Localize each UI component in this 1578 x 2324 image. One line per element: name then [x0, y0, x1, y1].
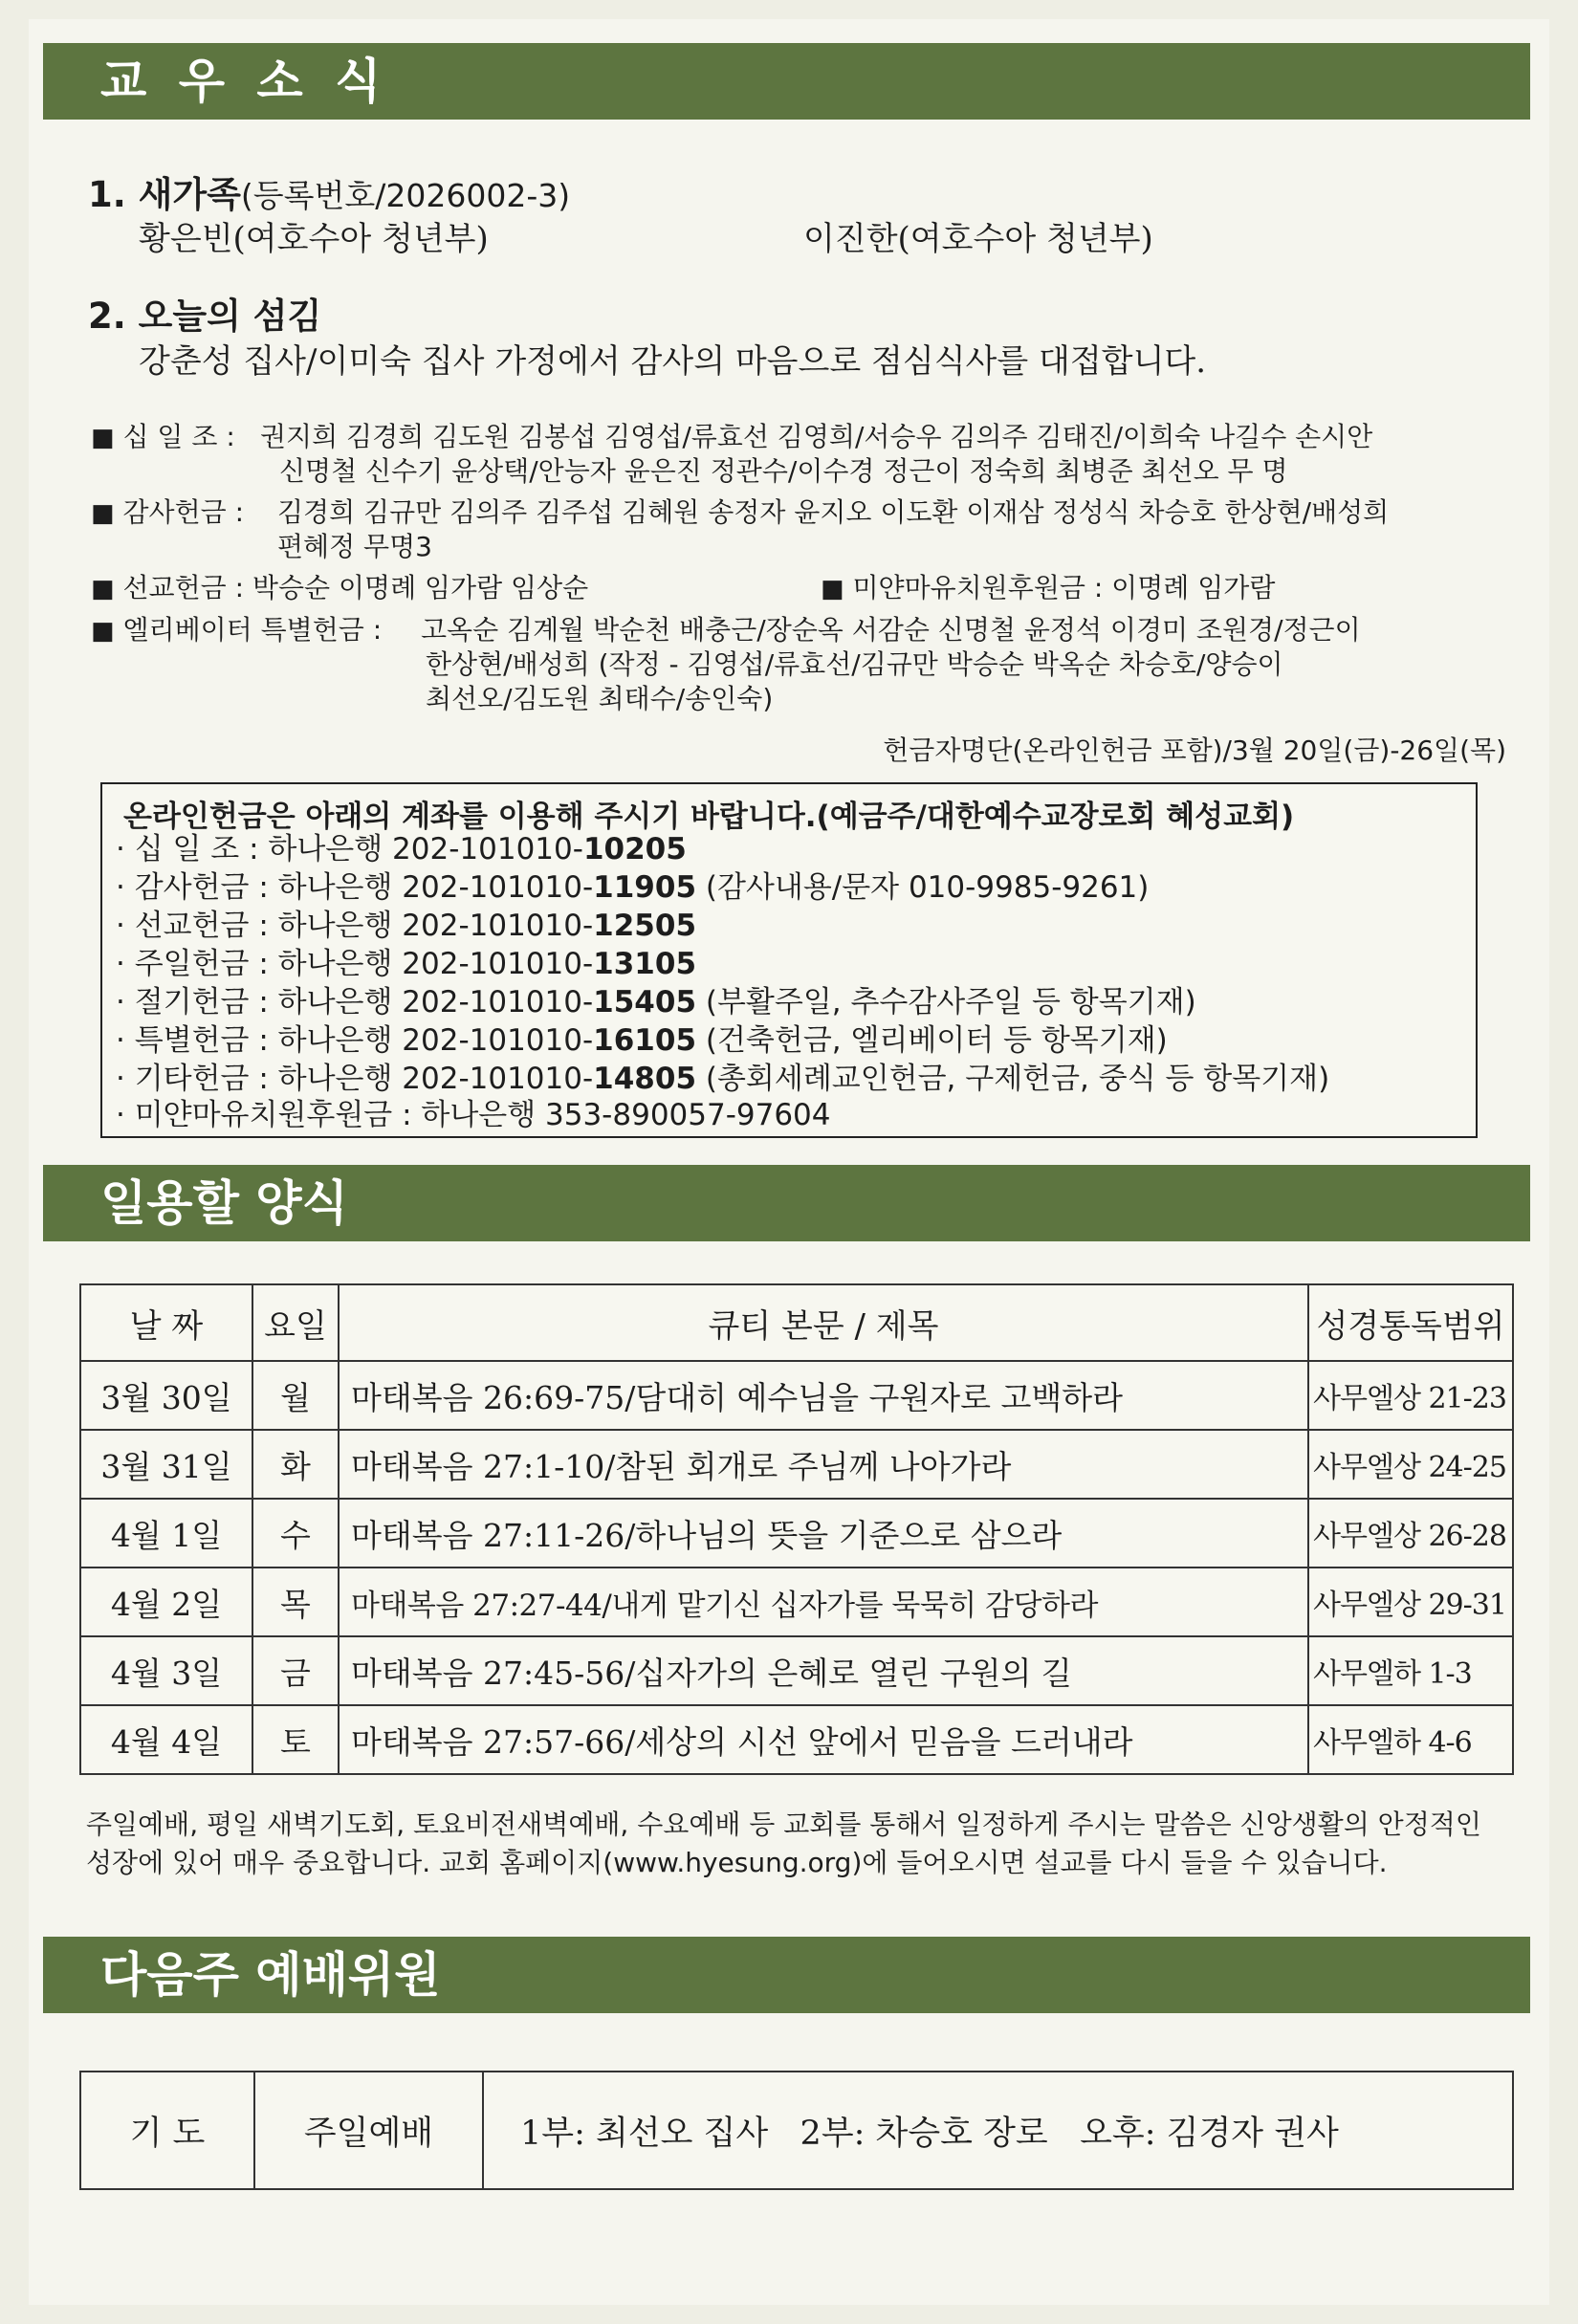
account-row: · 미얀마유치원후원금 : 하나은행 353-890057-97604 [116, 1098, 831, 1132]
thanks-row [91, 494, 244, 532]
table-row [80, 1636, 1513, 1705]
square-bullet-icon: ■ [91, 424, 115, 452]
qt-range: 사무엘상 29-31 [1308, 1568, 1513, 1636]
account-row: · 특별헌금 : 하나은행 202-101010-16105 (건축헌금, 엘리베이터 등 항목기재) [116, 1023, 1168, 1058]
square-bullet-icon: ■ [91, 617, 115, 646]
square-bullet-icon: ■ [821, 575, 844, 603]
table-row [80, 1430, 1513, 1499]
tithe-label: 십 일 조 : [122, 421, 235, 452]
elevator-names-3: 최선오/김도원 최태수/송인숙) [426, 683, 774, 714]
new-family-person-1: 황은빈(여호수아 청년부) [139, 220, 489, 258]
worship-persons: 1부: 최선오 집사 2부: 차승호 장로 오후: 김경자 권사 [483, 2072, 1513, 2189]
miyanmar-names: 이명례 임가람 [1111, 572, 1276, 603]
qt-text: 마태복음 27:11-26/하나님의 뜻을 기준으로 삼으라 [339, 1499, 1308, 1568]
qt-text: 마태복음 27:45-56/십자가의 은혜로 열린 구원의 길 [339, 1636, 1308, 1705]
col-header-day: 요일 [252, 1284, 339, 1361]
account-row: · 기타헌금 : 하나은행 202-101010-14805 (총회세례교인헌금, 구제헌금, 중식 등 항목기재) [116, 1062, 1330, 1096]
square-bullet-icon: ■ [91, 499, 115, 528]
col-header-range: 성경통독범위 [1308, 1284, 1513, 1361]
sermon-notice: 주일예배, 평일 새벽기도회, 토요비전새벽예배, 수요예배 등 교회를 통해서 일정하게 주시는 말씀은 신앙생활의 안정적인 성장에 있어 매우 중요합니다. 교회 홈페이지(www.hyesung.org)에 들어오시면 설교를 다시 들을 수 있습니다. [86, 1809, 1481, 1878]
news-section-header: 교 우 소 식 [43, 43, 1530, 120]
elevator-label: 엘리베이터 특별헌금 : [122, 614, 383, 646]
thanks-names-1: 김경희 김규만 김의주 김주섭 김혜원 송정자 윤지오 이도환 이재삼 정성식 차승호 한상현/배성희 [277, 496, 1390, 528]
col-header-text: 큐티 본문 / 제목 [339, 1284, 1308, 1361]
table-row [80, 1361, 1513, 1430]
qt-text: 마태복음 27:1-10/참된 회개로 주님께 나아가라 [339, 1430, 1308, 1499]
elevator-names-2: 한상현/배성희 (작정 - 김영섭/류효선/김규만 박승순 박옥순 차승호/양승이 [426, 648, 1283, 680]
account-heading: 온라인헌금은 아래의 계좌를 이용해 주시기 바랍니다.(예금주/대한예수교장로회 혜성교회) [123, 800, 1295, 834]
qt-text: 마태복음 26:69-75/담대히 예수님을 구원자로 고백하라 [339, 1361, 1308, 1430]
account-row: · 주일헌금 : 하나은행 202-101010-13105 [116, 947, 697, 981]
account-row: · 감사헌금 : 하나은행 202-101010-11905 (감사내용/문자 010-9985-9261) [116, 870, 1150, 905]
qt-day: 금 [252, 1636, 339, 1705]
service-text: 강춘성 집사/이미숙 집사 가정에서 감사의 마음으로 점심식사를 대접합니다. [139, 342, 1207, 381]
qt-date: 4월 3일 [80, 1636, 252, 1705]
worship-table [79, 2071, 1514, 2190]
account-row: · 절기헌금 : 하나은행 202-101010-15405 (부활주일, 추수감사주일 등 항목기재) [116, 985, 1196, 1019]
service-title: 2. 오늘의 섬김 [88, 296, 322, 337]
new-family-title [88, 165, 570, 217]
qt-range: 사무엘상 24-25 [1308, 1430, 1513, 1499]
thanks-label: 감사헌금 : [122, 496, 245, 528]
tithe-names-1: 권지희 김경희 김도원 김봉섭 김영섭/류효선 김영희/서승우 김의주 김태진/이희숙 나길수 손시안 [260, 421, 1373, 452]
account-row: · 선교헌금 : 하나은행 202-101010-12505 [116, 909, 697, 943]
qt-day: 월 [252, 1361, 339, 1430]
mission-row [91, 570, 588, 607]
miyanmar-label: 미얀마유치원후원금 : [852, 572, 1104, 603]
account-row: · 십 일 조 : 하나은행 202-101010-10205 [116, 832, 687, 866]
qt-range: 사무엘상 21-23 [1308, 1361, 1513, 1430]
qt-date: 3월 31일 [80, 1430, 252, 1499]
qt-date: 3월 30일 [80, 1361, 252, 1430]
table-row [80, 2072, 1513, 2189]
qt-table [79, 1283, 1514, 1775]
worship-section-header: 다음주 예배위원 [43, 1937, 1530, 2013]
mission-label: 선교헌금 : [122, 572, 245, 603]
tithe-names-2: 신명철 신수기 윤상택/안능자 윤은진 정관수/이수경 정근이 정숙희 최병준 최선오 무 명 [279, 455, 1288, 487]
elevator-names-1: 고옥순 김계월 박순천 배충근/장순옥 서감순 신명철 윤정석 이경미 조원경/정근이 [421, 614, 1361, 646]
new-family-title-text: 1. 새가족 [88, 174, 241, 215]
qt-day: 수 [252, 1499, 339, 1568]
tithe-row [91, 419, 235, 456]
table-row [80, 1499, 1513, 1568]
qt-range: 사무엘하 1-3 [1308, 1636, 1513, 1705]
qt-date: 4월 1일 [80, 1499, 252, 1568]
table-header-row [80, 1284, 1513, 1361]
new-family-person-2: 이진한(여호수아 청년부) [803, 220, 1153, 258]
qt-date: 4월 2일 [80, 1568, 252, 1636]
new-family-reg-number: (등록번호/2026002-3) [240, 177, 571, 214]
qt-day: 화 [252, 1430, 339, 1499]
thanks-names-2: 편혜정 무명3 [277, 531, 432, 562]
offering-period: 헌금자명단(온라인헌금 포함)/3월 20일(금)-26일(목) [883, 734, 1506, 766]
qt-section-header: 일용할 양식 [43, 1165, 1530, 1241]
table-row [80, 1568, 1513, 1636]
qt-date: 4월 4일 [80, 1705, 252, 1774]
elevator-row [91, 612, 382, 649]
qt-day: 토 [252, 1705, 339, 1774]
qt-day: 목 [252, 1568, 339, 1636]
qt-range: 사무엘상 26-28 [1308, 1499, 1513, 1568]
square-bullet-icon: ■ [91, 575, 115, 603]
qt-text: 마태복음 27:27-44/내게 맡기신 십자가를 묵묵히 감당하라 [339, 1568, 1308, 1636]
worship-role: 기 도 [80, 2072, 254, 2189]
online-account-box [100, 782, 1478, 1138]
table-row [80, 1705, 1513, 1774]
qt-text: 마태복음 27:57-66/세상의 시선 앞에서 믿음을 드러내라 [339, 1705, 1308, 1774]
worship-service: 주일예배 [254, 2072, 483, 2189]
col-header-date: 날 짜 [80, 1284, 252, 1361]
mission-names: 박승순 이명례 임가람 임상순 [252, 572, 589, 603]
miyanmar-row [821, 570, 1275, 607]
qt-range: 사무엘하 4-6 [1308, 1705, 1513, 1774]
